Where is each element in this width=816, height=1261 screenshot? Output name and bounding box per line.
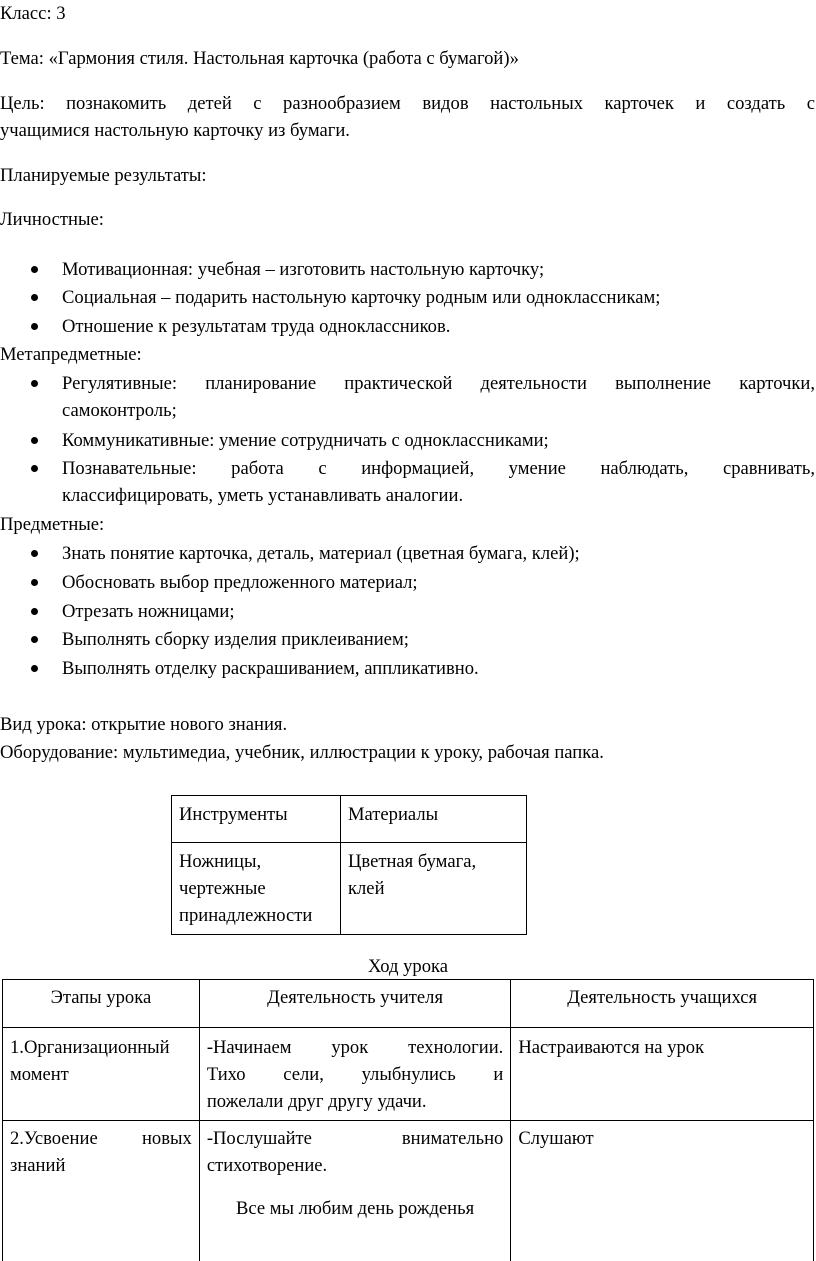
table-header-stages: Этапы урока xyxy=(3,980,200,1028)
bullet-icon xyxy=(31,608,38,615)
bullet-icon xyxy=(31,380,38,387)
lesson-course-table xyxy=(2,979,814,1261)
table-row: 2.Усвоение новых знаний -Послушайте внимательно стихотворение. Все мы любим день рожденья Слушают xyxy=(3,1121,814,1261)
bullet-icon xyxy=(31,437,38,444)
bullet-icon xyxy=(31,579,38,586)
class-line: Класс: 3 xyxy=(0,0,66,27)
bullet-icon xyxy=(31,636,38,643)
tools-cell: Ножницы, чертежные принадлежности xyxy=(172,843,341,935)
bullet-icon xyxy=(31,266,38,273)
bullet-icon xyxy=(31,294,38,301)
meta-heading: Метапредметные: xyxy=(0,341,142,368)
goal-line-2: учащимися настольную карточку из бумаги. xyxy=(0,117,350,144)
subject-heading: Предметные: xyxy=(0,511,104,538)
lesson-course-title: Ход урока xyxy=(0,953,816,980)
goal-line-1: Цель: познакомить детей с разнообразием видов настольных карточек и создать с xyxy=(0,90,815,117)
equipment-line: Оборудование: мультимедиа, учебник, иллюстрации к уроку, рабочая папка. xyxy=(0,739,604,766)
personal-heading: Личностные: xyxy=(0,206,104,233)
table-header-tools: Инструменты xyxy=(172,796,341,843)
bullet-icon xyxy=(31,550,38,557)
topic-line: Тема: «Гармония стиля. Настольная карточка (работа с бумагой)» xyxy=(0,45,519,72)
poem-line: Все мы любим день рожденья xyxy=(207,1195,504,1222)
planned-results-heading: Планируемые результаты: xyxy=(0,162,207,189)
table-header-materials: Материалы xyxy=(341,796,527,843)
equipment-table xyxy=(171,795,527,935)
bullet-icon xyxy=(31,323,38,330)
lesson-type-line: Вид урока: открытие нового знания. xyxy=(0,711,287,738)
table-header-teacher: Деятельность учителя xyxy=(199,980,511,1028)
table-header-students: Деятельность учащихся xyxy=(511,980,814,1028)
bullet-icon xyxy=(31,665,38,672)
bullet-icon xyxy=(31,465,38,472)
materials-cell: Цветная бумага, клей xyxy=(341,843,527,935)
table-row: 1.Организационный момент -Начинаем урок технологии. Тихо сели, улыбнулись и пожелали друг другу удачи. Настраиваются на урок xyxy=(3,1028,814,1121)
